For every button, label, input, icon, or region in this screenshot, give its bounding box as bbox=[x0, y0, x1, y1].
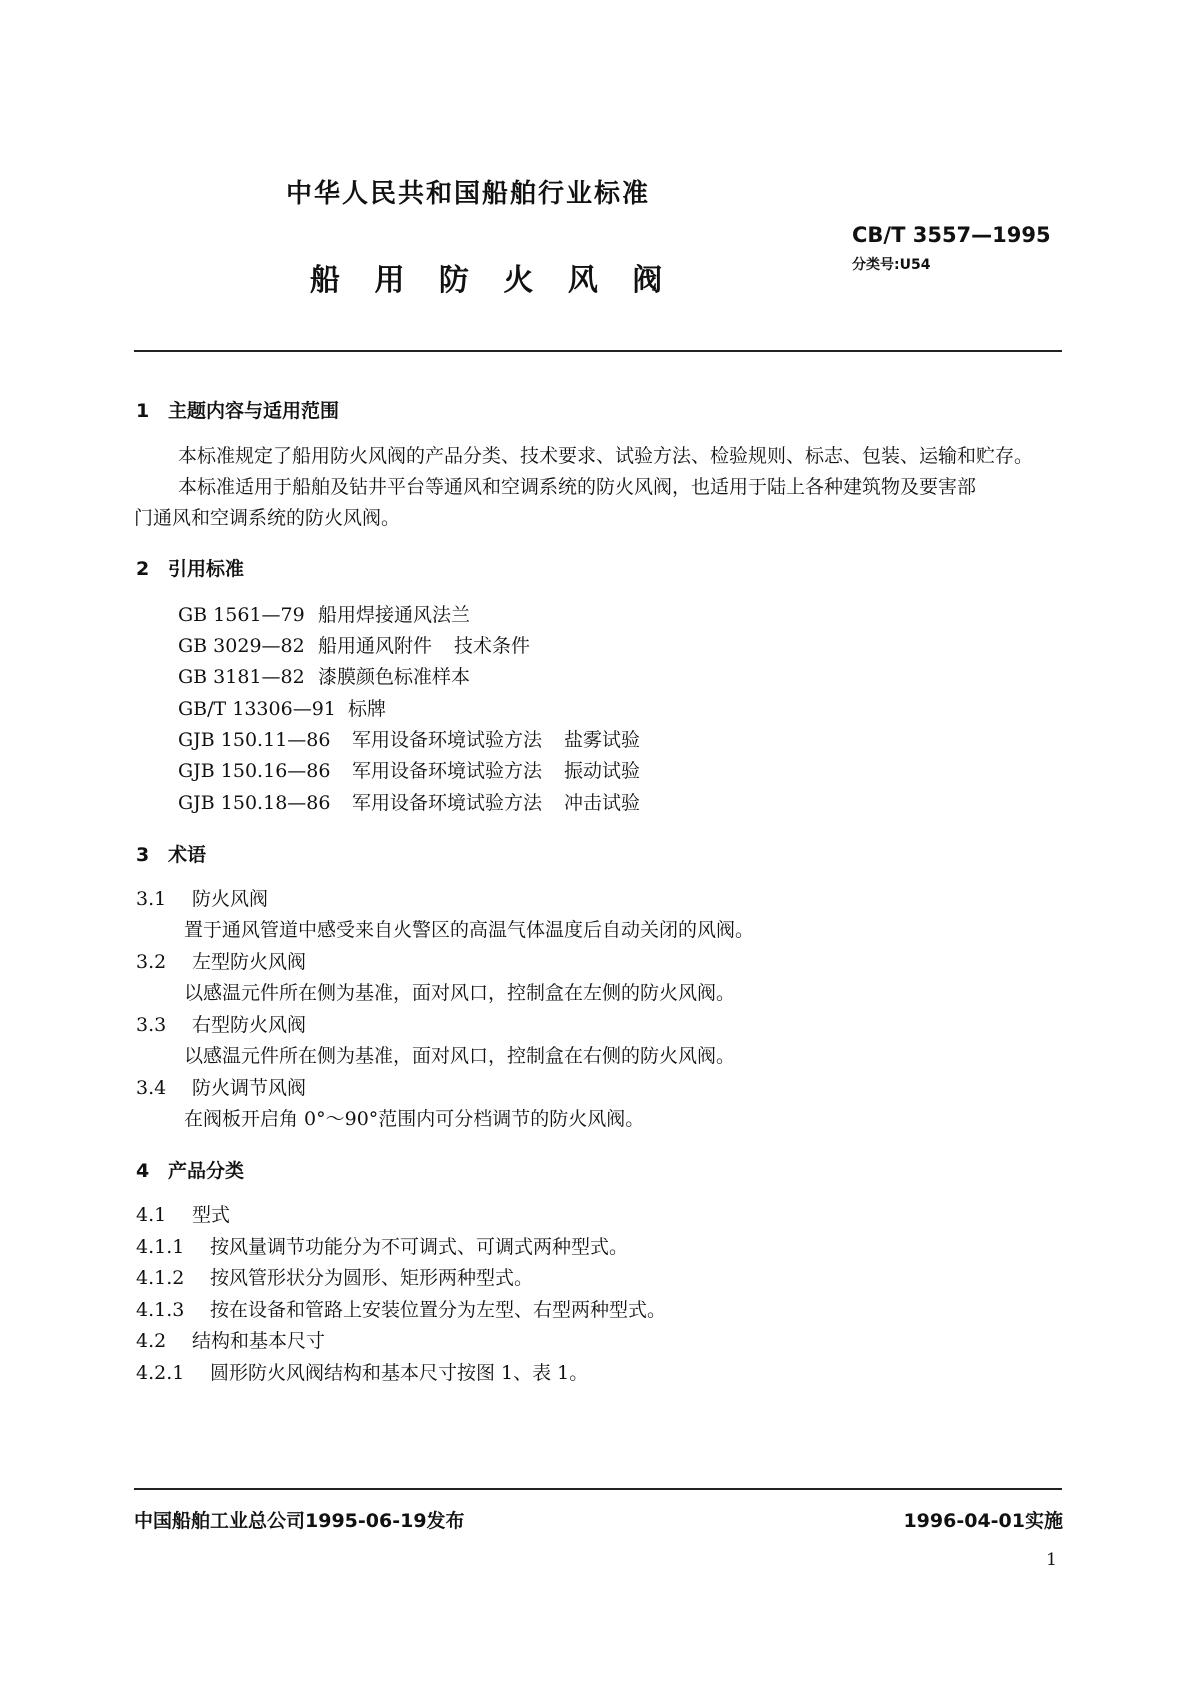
page-number: 1 bbox=[1046, 1550, 1057, 1570]
effective-date: 1996-04-01实施 bbox=[903, 1510, 1063, 1532]
issue-statement: 中国船舶工业总公司1995-06-19发布 bbox=[134, 1510, 465, 1532]
title-char: 火 bbox=[503, 263, 534, 298]
clause: 4.1 型式 bbox=[136, 1204, 231, 1226]
title-char: 用 bbox=[374, 263, 405, 298]
title-char: 阀 bbox=[632, 263, 663, 298]
clause: 4.2 结构和基本尺寸 bbox=[136, 1330, 326, 1352]
reference-item: GJB 150.11—86 军用设备环境试验方法 盐雾试验 bbox=[178, 729, 641, 751]
footer-divider bbox=[134, 1488, 1062, 1490]
section-1-paragraph-1: 本标准规定了船用防火风阀的产品分类、技术要求、试验方法、检验规则、标志、包装、运输和贮存。 bbox=[178, 445, 1034, 467]
section-1-heading: 1 主题内容与适用范围 bbox=[136, 400, 340, 422]
standard-category-title: 中华人民共和国船舶行业标准 bbox=[286, 179, 651, 209]
standard-code: CB/T 3557—1995 bbox=[852, 223, 1051, 247]
term-definition: 以感温元件所在侧为基准，面对风口，控制盒在右侧的防火风阀。 bbox=[184, 1045, 736, 1067]
clause: 4.1.1 按风量调节功能分为不可调式、可调式两种型式。 bbox=[136, 1236, 629, 1258]
term-definition: 以感温元件所在侧为基准，面对风口，控制盒在左侧的防火风阀。 bbox=[184, 982, 736, 1004]
reference-item: GB 3029—82 船用通风附件 技术条件 bbox=[178, 635, 531, 657]
section-3-heading: 3 术语 bbox=[136, 844, 207, 866]
classification-code: 分类号:U54 bbox=[852, 257, 931, 273]
term-heading: 3.1 防火风阀 bbox=[136, 888, 269, 910]
reference-item: GJB 150.16—86 军用设备环境试验方法 振动试验 bbox=[178, 760, 641, 782]
section-2-heading: 2 引用标准 bbox=[136, 558, 245, 580]
term-heading: 3.4 防火调节风阀 bbox=[136, 1077, 307, 1099]
term-heading: 3.3 右型防火风阀 bbox=[136, 1014, 307, 1036]
clause: 4.1.2 按风管形状分为圆形、矩形两种型式。 bbox=[136, 1267, 534, 1289]
reference-item: GB 1561—79 船用焊接通风法兰 bbox=[178, 604, 471, 626]
document-title bbox=[310, 255, 686, 299]
section-4-heading: 4 产品分类 bbox=[136, 1160, 245, 1182]
reference-item: GB 3181—82 漆膜颜色标准样本 bbox=[178, 666, 471, 688]
term-heading: 3.2 左型防火风阀 bbox=[136, 951, 307, 973]
clause: 4.2.1 圆形防火风阀结构和基本尺寸按图 1、表 1。 bbox=[136, 1362, 589, 1384]
term-definition: 在阀板开启角 0°～90°范围内可分档调节的防火风阀。 bbox=[184, 1108, 645, 1130]
section-1-paragraph-2a: 本标准适用于船舶及钻井平台等通风和空调系统的防火风阀，也适用于陆上各种建筑物及要害部 bbox=[178, 476, 977, 498]
section-1-paragraph-2b: 门通风和空调系统的防火风阀。 bbox=[134, 507, 401, 529]
clause: 4.1.3 按在设备和管路上安装位置分为左型、右型两种型式。 bbox=[136, 1299, 667, 1321]
reference-item: GJB 150.18—86 军用设备环境试验方法 冲击试验 bbox=[178, 792, 641, 814]
header-divider bbox=[134, 350, 1062, 352]
term-definition: 置于通风管道中感受来自火警区的高温气体温度后自动关闭的风阀。 bbox=[184, 919, 755, 941]
title-char: 风 bbox=[567, 263, 598, 298]
title-char: 防 bbox=[438, 263, 469, 298]
reference-item: GB/T 13306—91 标牌 bbox=[178, 698, 387, 720]
title-char: 船 bbox=[310, 263, 340, 298]
